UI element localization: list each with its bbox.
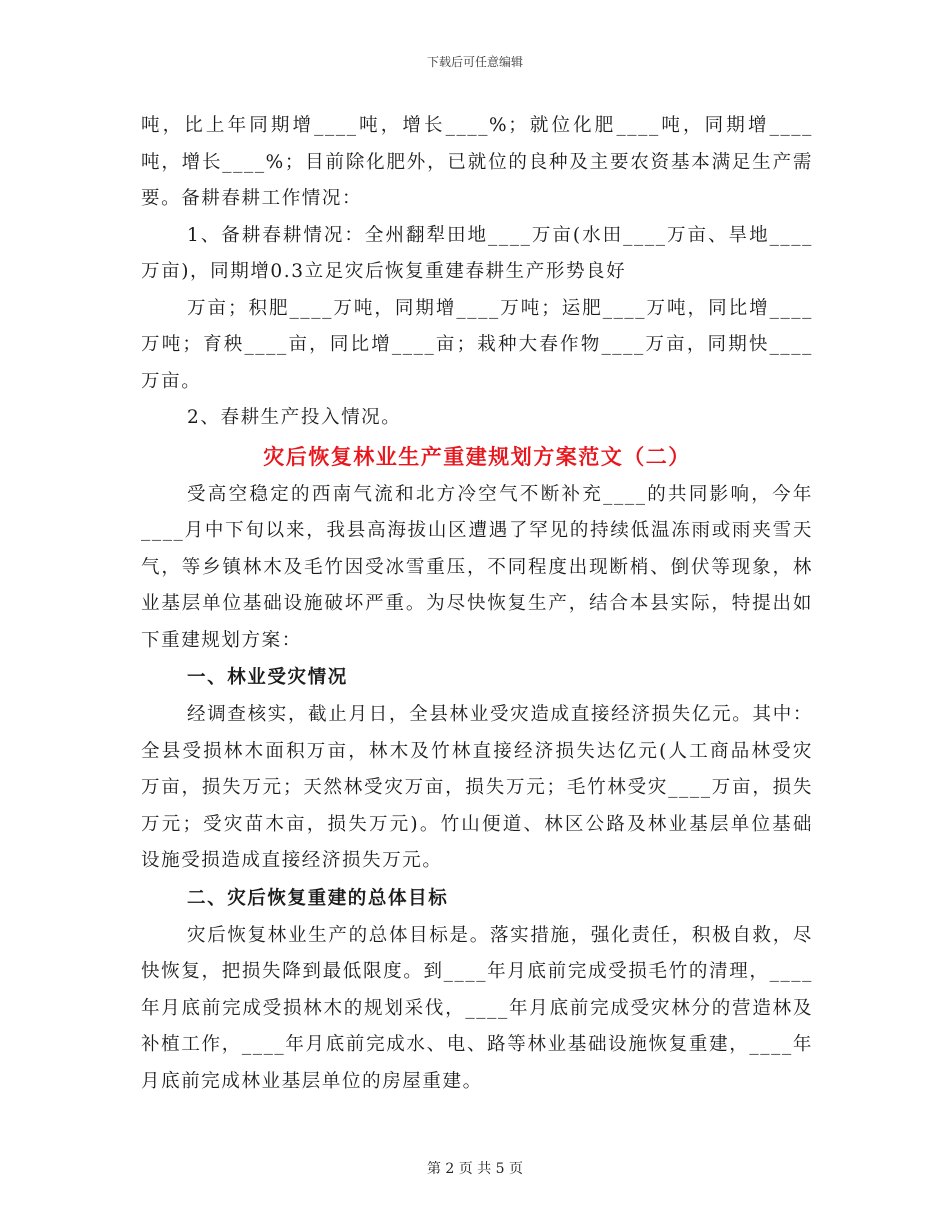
document-title: 灾后恢复林业生产重建规划方案范文（二）: [263, 444, 691, 469]
paragraph-investment: 2、春耕生产投入情况。: [187, 407, 402, 428]
paragraph-fertilizer-seedling: 万亩；积肥____万吨，同期增____万吨；运肥____万吨，同比增____万吨；育秧____亩，同比增____亩；栽种大春作物____万亩，同期快____万亩。: [141, 297, 813, 392]
section-heading-disaster: 一、林业受灾情况: [187, 667, 348, 688]
paragraph-weather-intro: 受高空稳定的西南气流和北方冷空气不断补充____的共同影响，今年____月中下旬以来，我县高海拔山区遭遇了罕见的持续低温冻雨或雨夹雪天气，等乡镇林木及毛竹因受冰雪重压，不同程度出现断梢、倒伏等现象，林业基层单位基础设施破坏严重。为尽快恢复生产，结合本县实际，特提出如下重建规划方案：: [141, 483, 813, 651]
page-header: 下载后可任意编辑: [426, 55, 523, 69]
paragraph-fertilizer-stats: 吨，比上年同期增____吨，增长____%；就位化肥____吨，同期增____吨，增长____%；目前除化肥外，已就位的良种及主要农资基本满足生产需要。备耕春耕工作情况：: [141, 115, 813, 209]
page-number: 第 2 页 共 5 页: [426, 1161, 524, 1177]
paragraph-spring-plowing: 1、备耕春耕情况：全州翻犁田地____万亩(水田____万亩、旱地____万亩)，同期增0.3立足灾后恢复重建春耕生产形势良好: [141, 224, 813, 282]
document-body: [141, 108, 813, 1100]
paragraph-disaster-losses: 经调查核实，截止月日，全县林业受灾造成直接经济损失亿元。其中：全县受损林木面积万亩，林木及竹林直接经济损失达亿元(人工商品林受灾万亩，损失万元；天然林受灾万亩，损失万元；毛竹林受灾____万亩，损失万元；受灾苗木亩，损失万元)。竹山便道、林区公路及林业基层单位基础设施受损造成直接经济损失万元。: [141, 704, 813, 871]
paragraph-goals: 灾后恢复林业生产的总体目标是。落实措施，强化责任，积极自救，尽快恢复，把损失降到最低限度。到____年月底前完成受损毛竹的清理，____年月底前完成受损林木的规划采伐，____年月底前完成受灾林分的营造林及补植工作，____年月底前完成水、电、路等林业基础设施恢复重建，____年月底前完成林业基层单位的房屋重建。: [141, 924, 813, 1092]
section-heading-goals: 二、灾后恢复重建的总体目标: [187, 887, 449, 909]
